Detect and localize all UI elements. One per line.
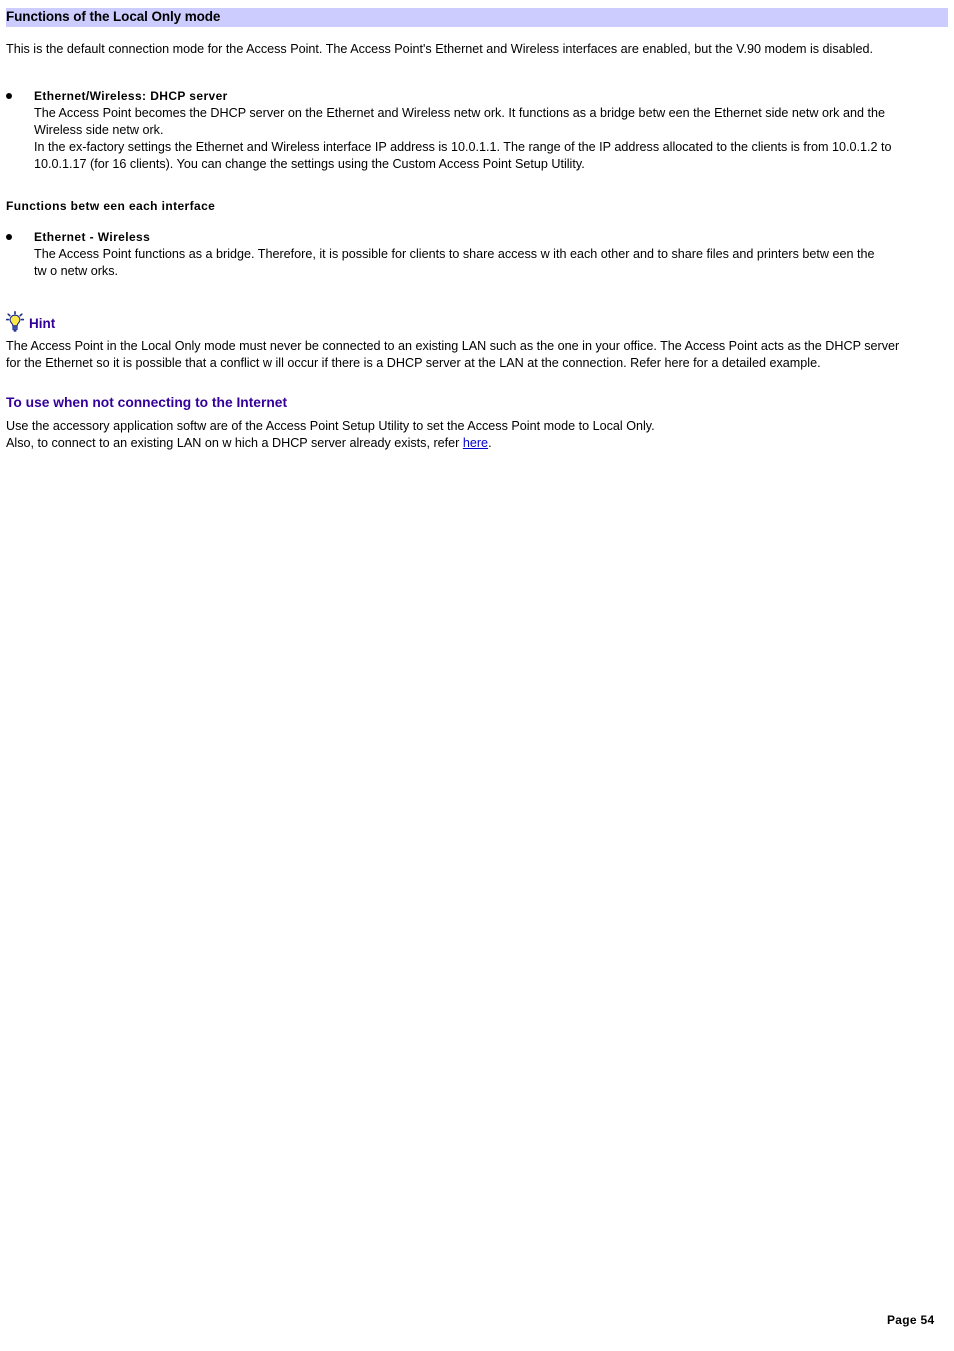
- hint-paragraph: [6, 338, 941, 372]
- bullet-text-line: 10.0.1.17 (for 16 clients). You can change the settings using the Custom Access Point Setup Utility.: [34, 157, 585, 171]
- hint-text-line: The Access Point in the Local Only mode must never be connected to an existing LAN such as the one in your office. The Access Point acts as the DHCP server: [6, 339, 900, 353]
- bullet-content: [34, 88, 934, 173]
- hint-heading: Hint: [29, 316, 56, 331]
- bullet-text-line: The Access Point becomes the DHCP server on the Ethernet and Wireless netw ork. It functions as a bridge betw een the Ethernet side netw ork and the: [34, 106, 886, 120]
- page-title: Functions of the Local Only mode: [6, 9, 221, 24]
- bullet-text-line: In the ex-factory settings the Ethernet and Wireless interface IP address is 10.0.1.1. The range of the IP address allocated to the clients is from 10.0.1.2 to: [34, 140, 892, 154]
- bullet-heading: Ethernet/Wireless: DHCP server: [34, 89, 228, 103]
- bullet-icon: [6, 93, 12, 99]
- bullet-icon: [6, 234, 12, 240]
- internet-text-line-2: [6, 435, 941, 452]
- internet-text-line: Use the accessory application softw are of the Access Point Setup Utility to set the Access Point mode to Local Only.: [6, 419, 655, 433]
- internet-section-heading: To use when not connecting to the Internet: [6, 395, 288, 410]
- internet-paragraph: [6, 418, 941, 452]
- section-heading-interfaces: Functions betw een each interface: [6, 199, 216, 213]
- internet-text-suffix: .: [488, 436, 492, 450]
- here-link[interactable]: here: [462, 436, 489, 450]
- hint-text-line: for the Ethernet so it is possible that a conflict w ill occur if there is a DHCP server at the LAN at the connection. Refer here for a detailed example.: [6, 356, 821, 370]
- bullet-text-line: Wireless side netw ork.: [34, 123, 164, 137]
- bullet-text-line: The Access Point functions as a bridge. Therefore, it is possible for clients to share access w ith each other and to share files and printers betw een the: [34, 247, 875, 261]
- hint-header: [6, 311, 55, 333]
- lightbulb-icon: [6, 311, 24, 333]
- bullet-text-line: tw o netw orks.: [34, 264, 118, 278]
- bullet-content: [34, 229, 934, 280]
- bullet-heading: Ethernet - Wireless: [34, 230, 151, 244]
- intro-paragraph: This is the default connection mode for the Access Point. The Access Point's Ethernet and Wireless interfaces are enabled, but the V.90 modem is disabled.: [6, 42, 873, 56]
- page-number: Page 54: [887, 1313, 935, 1327]
- internet-text-prefix: Also, to connect to an existing LAN on w hich a DHCP server already exists, refer: [6, 436, 463, 450]
